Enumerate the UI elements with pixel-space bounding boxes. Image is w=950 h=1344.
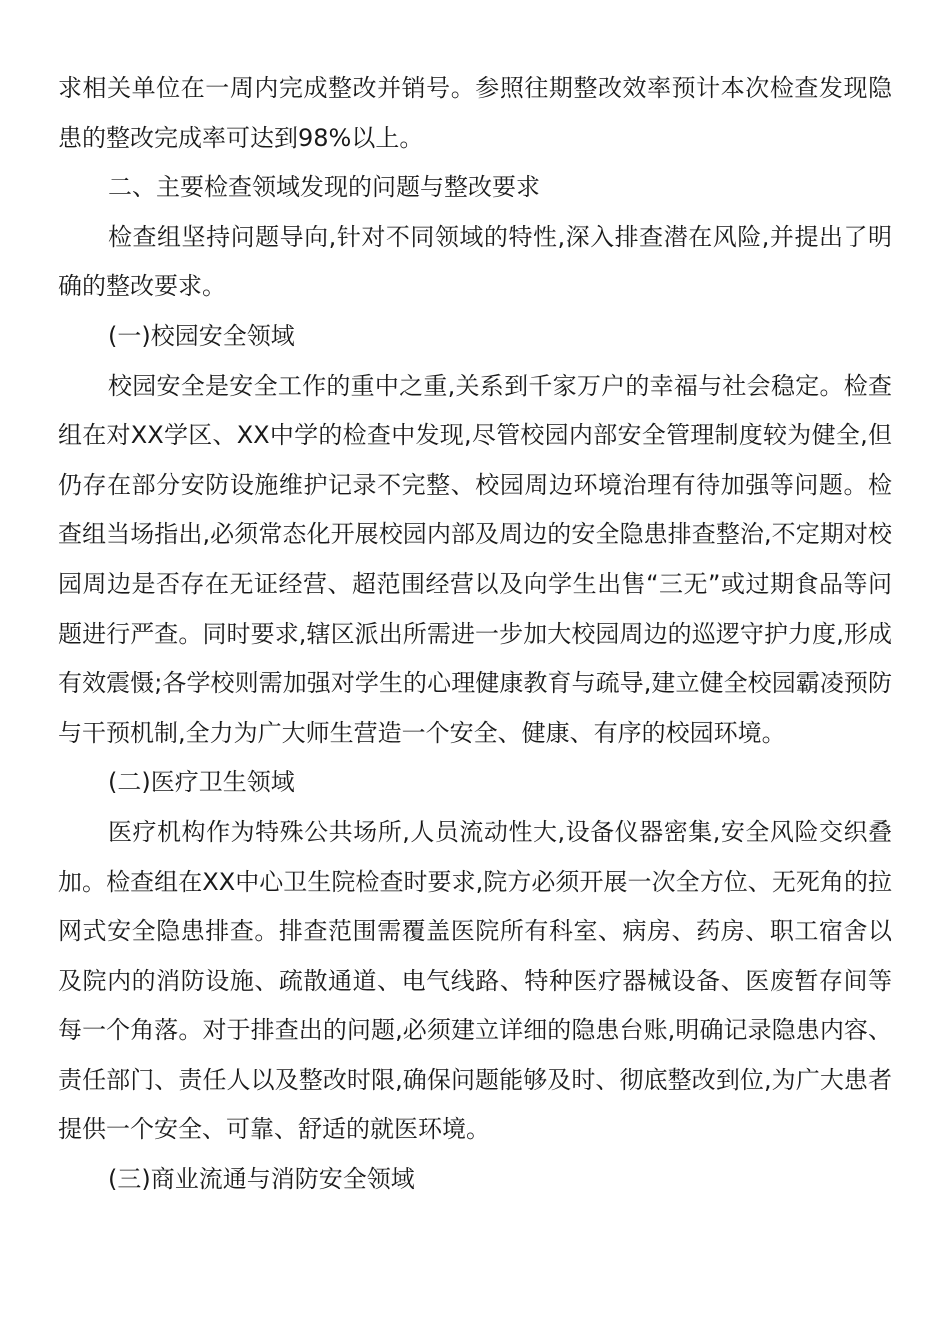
document-page [58,64,892,1205]
paragraph-problem-oriented: 检查组坚持问题导向,针对不同领域的特性,深入排查潜在风险,并提出了明确的整改要求。 [58,222,892,301]
subheading-medical-health: (二)医疗卫生领域 [108,768,295,797]
paragraph-medical-health: 医疗机构作为特殊公共场所,人员流动性大,设备仪器密集,安全风险交织叠加。检查组在XX中心卫生院检查时要求,院方必须开展一次全方位、无死角的拉网式安全隐患排查。排查范围需覆盖医院所有科室、病房、药房、职工宿舍以及院内的消防设施、疏散通道、电气线路、特种医疗器械设备、医废暂存间等每一个角落。对于排查出的问题,必须建立详细的隐患台账,明确记录隐患内容、责任部门、责任人以及整改时限,确保问题能够及时、彻底整改到位,为广大患者提供一个安全、可靠、舒适的就医环境。 [58,817,892,1144]
subheading-campus-safety: (一)校园安全领域 [108,321,295,350]
paragraph-rectification-completion: 求相关单位在一周内完成整改并销号。参照往期整改效率预计本次检查发现隐患的整改完成率可达到98%以上。 [58,74,892,152]
paragraph-campus-safety: 校园安全是安全工作的重中之重,关系到千家万户的幸福与社会稳定。检查组在对XX学区、XX中学的检查中发现,尽管校园内部安全管理制度较为健全,但仍存在部分安防设施维护记录不完整、校园周边环境治理有待加强等问题。检查组当场指出,必须常态化开展校园内部及周边的安全隐患排查整治,不定期对校园周边是否存在无证经营、超范围经营以及向学生出售“三无”或过期食品等问题进行严查。同时要求,辖区派出所需进一步加大校园周边的巡逻守护力度,形成有效震慑;各学校则需加强对学生的心理健康教育与疏导,建立健全校园霸凌预防与干预机制,全力为广大师生营造一个安全、健康、有序的校园环境。 [58,371,892,747]
section-heading-main-findings: 二、主要检查领域发现的问题与整改要求 [108,173,540,202]
subheading-commerce-fire-safety: (三)商业流通与消防安全领域 [108,1165,415,1194]
